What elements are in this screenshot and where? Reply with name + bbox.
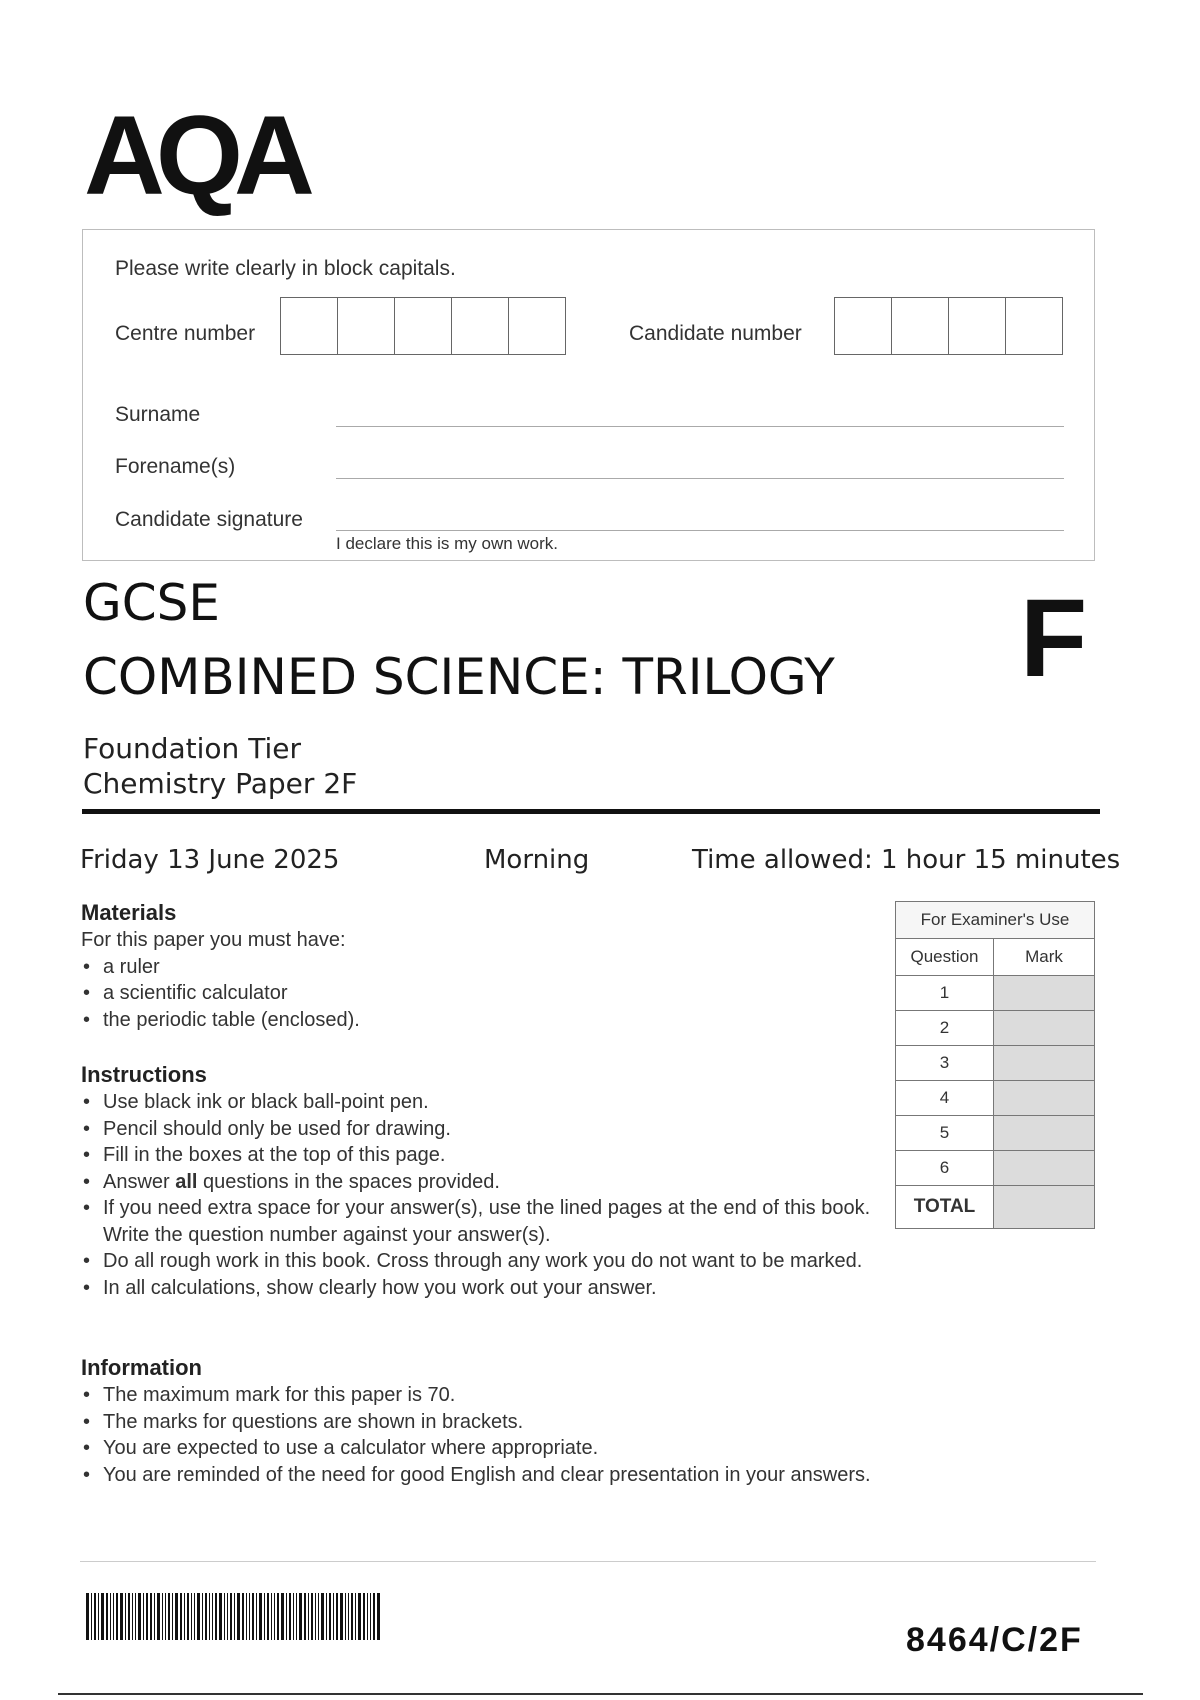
barcode-bar <box>230 1593 232 1640</box>
paper-code-text: 8464/C/2F <box>906 1621 1083 1659</box>
instructions-section <box>81 1061 871 1301</box>
materials-item: • the periodic table (enclosed). <box>81 1007 881 1034</box>
barcode-bar <box>315 1593 316 1640</box>
barcode-bar <box>234 1593 235 1640</box>
instruction-item: • Fill in the boxes at the top of this page. <box>81 1142 871 1169</box>
barcode-bar <box>150 1593 152 1640</box>
instruction-item: • Use black ink or black ball-point pen. <box>81 1089 871 1116</box>
information-heading: Information <box>81 1355 202 1380</box>
signature-label: Candidate signature <box>115 508 303 531</box>
barcode-bar <box>227 1593 228 1640</box>
barcode-bar <box>271 1593 272 1640</box>
barcode-bar <box>132 1593 133 1640</box>
question-number: 5 <box>896 1116 994 1151</box>
barcode-bar <box>197 1593 200 1640</box>
barcode-bar <box>191 1593 192 1640</box>
barcode-bar <box>286 1593 287 1640</box>
barcode-bar <box>202 1593 203 1640</box>
barcode-bar <box>340 1593 343 1640</box>
declaration-text: I declare this is my own work. <box>336 534 559 553</box>
barcode-bar <box>162 1593 163 1640</box>
aqa-logo: AQA <box>84 93 306 218</box>
centre-number-box[interactable] <box>452 298 509 354</box>
heading-divider <box>82 809 1100 814</box>
instructions-heading: Instructions <box>81 1062 207 1087</box>
subject-title: COMBINED SCIENCE: TRILOGY <box>83 648 835 706</box>
barcode-bar <box>351 1593 353 1640</box>
surname-field[interactable] <box>336 426 1064 427</box>
barcode-bar <box>308 1593 309 1640</box>
barcode-bar <box>345 1593 346 1640</box>
barcode-bar <box>205 1593 207 1640</box>
information-item: • The marks for questions are shown in brackets. <box>81 1409 1061 1436</box>
barcode-bar <box>256 1593 257 1640</box>
qualification-title: GCSE <box>83 574 220 632</box>
examiner-table-title: For Examiner's Use <box>896 902 1095 939</box>
exam-session: Morning <box>484 845 590 875</box>
barcode-bar <box>168 1593 170 1640</box>
instruction-emphasis: all <box>175 1170 198 1193</box>
barcode-bar <box>281 1593 284 1640</box>
barcode-bar <box>113 1593 114 1640</box>
instruction-item: • Pencil should only be used for drawing. <box>81 1116 871 1143</box>
signature-field[interactable] <box>336 530 1064 531</box>
barcode-bar <box>209 1593 210 1640</box>
paper-label: Chemistry Paper 2F <box>83 767 358 800</box>
barcode-bar <box>277 1593 279 1640</box>
information-item: • You are reminded of the need for good English and clear presentation in your answers. <box>81 1462 1061 1489</box>
barcode-bar <box>180 1593 182 1640</box>
barcode-bar <box>91 1593 92 1640</box>
barcode-bar <box>116 1593 118 1640</box>
barcode-bar <box>224 1593 225 1640</box>
barcode-bar <box>358 1593 361 1640</box>
barcode-bar <box>377 1593 380 1640</box>
barcode-bar <box>94 1593 96 1640</box>
examiner-use-table <box>895 901 1095 1229</box>
question-column-header: Question <box>896 939 994 976</box>
barcode-bar <box>172 1593 173 1640</box>
barcode-bar <box>106 1593 108 1640</box>
barcode-bar <box>373 1593 375 1640</box>
barcode-bar <box>311 1593 313 1640</box>
information-item: • You are expected to use a calculator where appropriate. <box>81 1435 1061 1462</box>
instruction-item: • If you need extra space for your answer(s), use the lined pages at the end of this book. Write the question number against your answer(s). <box>81 1195 871 1248</box>
barcode-bar <box>242 1593 244 1640</box>
barcode-bar <box>215 1593 217 1640</box>
barcode-bar <box>101 1593 104 1640</box>
barcode-bar <box>348 1593 349 1640</box>
candidate-number-box[interactable] <box>1006 298 1062 354</box>
materials-section <box>81 899 881 1033</box>
total-mark-cell <box>994 1186 1095 1229</box>
question-number: 1 <box>896 976 994 1011</box>
materials-heading: Materials <box>81 900 177 925</box>
barcode-bar <box>318 1593 319 1640</box>
candidate-number-box[interactable] <box>892 298 949 354</box>
barcode-bar <box>264 1593 265 1640</box>
barcode-bar <box>143 1593 144 1640</box>
mark-column-header: Mark <box>994 939 1095 976</box>
mark-cell <box>994 1081 1095 1116</box>
barcode-bar <box>128 1593 130 1640</box>
centre-number-box[interactable] <box>281 298 338 354</box>
barcode-bar <box>293 1593 294 1640</box>
instruction-item: • In all calculations, show clearly how you work out your answer. <box>81 1275 871 1302</box>
barcode-bar <box>367 1593 368 1640</box>
centre-number-box[interactable] <box>338 298 395 354</box>
surname-label: Surname <box>115 403 201 426</box>
barcode-bar <box>86 1593 89 1640</box>
barcode-bar <box>321 1593 324 1640</box>
barcode-bar <box>212 1593 213 1640</box>
barcode-bar <box>187 1593 189 1640</box>
barcode-bar <box>110 1593 111 1640</box>
instruction-item <box>81 1169 871 1196</box>
tier-letter: F <box>1020 577 1088 700</box>
barcode-bar <box>267 1593 269 1640</box>
question-number: 3 <box>896 1046 994 1081</box>
total-label: TOTAL <box>896 1186 994 1229</box>
barcode-bar <box>299 1593 302 1640</box>
barcode-bar <box>184 1593 185 1640</box>
mark-cell <box>994 1116 1095 1151</box>
barcode-bar <box>259 1593 262 1640</box>
barcode-bar <box>98 1593 99 1640</box>
barcode-bar <box>249 1593 250 1640</box>
block-capitals-instruction: Please write clearly in block capitals. <box>115 257 456 280</box>
candidate-number-box[interactable] <box>835 298 892 354</box>
information-item: • The maximum mark for this paper is 70. <box>81 1382 1061 1409</box>
barcode-bar <box>154 1593 155 1640</box>
information-section <box>81 1354 1061 1488</box>
candidate-number-label: Candidate number <box>629 322 802 345</box>
time-allowed: Time allowed: 1 hour 15 minutes <box>692 845 1121 875</box>
barcode-bar <box>333 1593 334 1640</box>
centre-number-boxes[interactable] <box>280 297 566 355</box>
candidate-number-box[interactable] <box>949 298 1006 354</box>
instruction-text: questions in the spaces provided. <box>197 1170 500 1193</box>
barcode-bar <box>120 1593 123 1640</box>
question-number: 2 <box>896 1011 994 1046</box>
barcode-bar <box>252 1593 254 1640</box>
barcode-bar <box>125 1593 126 1640</box>
barcode-bar <box>274 1593 275 1640</box>
centre-number-box[interactable] <box>395 298 452 354</box>
barcode-bar <box>296 1593 297 1640</box>
instruction-text: Answer <box>103 1170 176 1193</box>
barcode-bar <box>237 1593 240 1640</box>
forenames-field[interactable] <box>336 478 1064 479</box>
barcode <box>86 1593 526 1640</box>
forenames-label: Forename(s) <box>115 455 236 478</box>
barcode-bar <box>336 1593 338 1640</box>
barcode-bar <box>219 1593 222 1640</box>
mark-cell <box>994 1046 1095 1081</box>
barcode-bar <box>363 1593 365 1640</box>
mark-cell <box>994 1151 1095 1186</box>
materials-item: • a ruler <box>81 954 881 981</box>
barcode-bar <box>157 1593 160 1640</box>
barcode-bar <box>329 1593 331 1640</box>
barcode-bar <box>135 1593 136 1640</box>
question-number: 4 <box>896 1081 994 1116</box>
paper-code <box>906 1615 1096 1659</box>
barcode-bar <box>370 1593 371 1640</box>
barcode-bar <box>246 1593 247 1640</box>
barcode-bar <box>355 1593 356 1640</box>
page-bottom-rule <box>58 1693 1143 1695</box>
barcode-bar <box>138 1593 141 1640</box>
centre-number-label: Centre number <box>115 322 256 345</box>
exam-date: Friday 13 June 2025 <box>80 845 340 875</box>
barcode-bar <box>165 1593 166 1640</box>
centre-number-box[interactable] <box>509 298 565 354</box>
barcode-bar <box>194 1593 195 1640</box>
mark-cell <box>994 1011 1095 1046</box>
mark-cell <box>994 976 1095 1011</box>
candidate-number-boxes[interactable] <box>834 297 1063 355</box>
materials-item: • a scientific calculator <box>81 980 881 1007</box>
barcode-bar <box>304 1593 306 1640</box>
barcode-bar <box>175 1593 178 1640</box>
question-number: 6 <box>896 1151 994 1186</box>
footer-divider <box>80 1561 1096 1562</box>
tier-label: Foundation Tier <box>83 732 301 765</box>
barcode-bar <box>326 1593 327 1640</box>
instruction-item: • Do all rough work in this book. Cross through any work you do not want to be marked. <box>81 1248 871 1275</box>
barcode-bar <box>289 1593 291 1640</box>
materials-intro: For this paper you must have: <box>81 929 346 951</box>
barcode-bar <box>146 1593 148 1640</box>
